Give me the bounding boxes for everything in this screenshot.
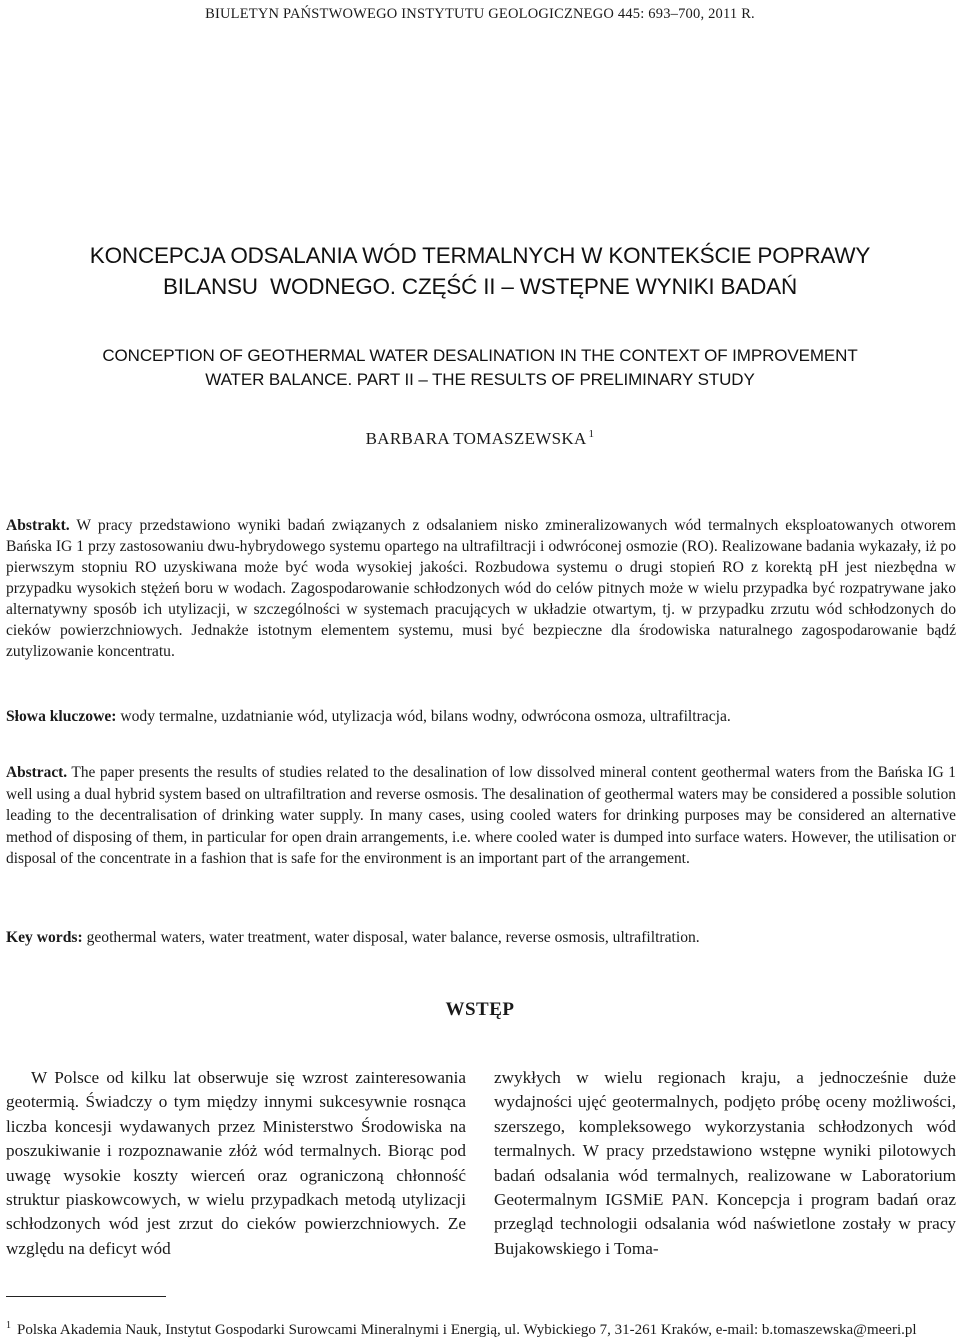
- abstract-polish: [6, 515, 956, 662]
- body-column-left: [6, 1066, 466, 1261]
- keywords-polish: [6, 706, 956, 727]
- keywords-polish-text: wody termalne, uzdatnianie wód, utylizacja wód, bilans wodny, odwrócona osmoza, ultrafiltracja.: [116, 708, 731, 725]
- running-head: BIULETYN PAŃSTWOWEGO INSTYTUTU GEOLOGICZNEGO 445: 693–700, 2011 R.: [205, 6, 755, 22]
- author: [0, 428, 960, 449]
- body-column-right-text: zwykłych w wielu regionach kraju, a jednocześnie duże wydajności ujęć geotermalnych, podjęto próbę oceny możliwości, szerszego, kompleksowego wykorzystania schłodzonych wód termalnych. W pracy przedstawiono wstępne wyniki pilotowych badań odsalania wód termalnych, realizowane w Laboratorium Geotermalnym IGSMiE PAN. Koncepcja i program badań oraz przegląd technologii odsalania wód naświetlone zostały w pracy Bujakowskiego i Toma-: [494, 1068, 956, 1258]
- author-name: BARBARA TOMASZEWSKA: [365, 429, 587, 448]
- footnote-divider: [6, 1296, 166, 1297]
- abstract-english: [6, 762, 956, 870]
- footnote-text: Polska Akademia Nauk, Instytut Gospodarki Surowcami Mineralnymi i Energią, ul. Wybickiego 7, 31-261 Kraków, e-mail: b.tomaszewska@meeri.pl: [17, 1322, 917, 1338]
- body-column-left-text: W Polsce od kilku lat obserwuje się wzrost zainteresowania geotermią. Świadczy o tym między innymi sukcesywnie rosnąca liczba koncesji wydawanych przez Ministerstwo Środowiska na poszukiwanie i rozpoznawanie złóż wód termalnych. Biorąc pod uwagę wysokie koszty wierceń oraz ograniczoną chłonność struktur piaskowcowych, w wielu przypadkach metodą utylizacji schłodzonych wód jest zrzut do cieków powierzchniowych. Ze względu na deficyt wód: [6, 1068, 466, 1258]
- keywords-english-label: Key words:: [6, 929, 83, 946]
- abstract-polish-label: Abstrakt.: [6, 517, 70, 534]
- title-english-line-1: CONCEPTION OF GEOTHERMAL WATER DESALINATION IN THE CONTEXT OF IMPROVEMENT: [102, 346, 858, 365]
- abstract-english-label: Abstract.: [6, 764, 68, 781]
- abstract-polish-text: W pracy przedstawiono wyniki badań związanych z odsalaniem nisko zmineralizowanych wód termalnych eksploatowanych otworem Bańska IG 1 przy zastosowaniu dwu-hybrydowego systemu opartego na ultrafiltracji i odwróconej osmozie (RO). Realizowane badania wykazały, iż po pierwszym stopniu RO uzyskiwana może być woda wysokiej jakości. Rozbudowa systemu o drugi stopień RO z korektą pH jest niezbędna w przypadku wysokich stężeń boru w wodach. Zagospodarowanie schłodzonych wód do celów pitnych może w wielu przypadka być rozpatrywane jako alternatywny sposób ich utylizacji, w szczególności w systemach pracujących w układzie otwartym, tj. w przypadku zrzutu wód schłodzonych do cieków powierzchniowych. Jednakże istotnym elementem systemu, musi być bezpieczne dla środowiska naturalnego zagospodarowanie bądź zutylizowanie koncentratu.: [6, 517, 956, 660]
- abstract-english-text: The paper presents the results of studies related to the desalination of low dissolved mineral content geothermal waters from the Bańska IG 1 well using a dual hybrid system based on ultrafiltration and reverse osmosis. The desalination of geothermal waters may be considered a possible solution leading to the decentralisation of drinking water supply. In many cases, using cooled waters for drinking purposes may be considered an alternative method of disposing of them, in particular for open drain arrangements, i.e. where cooled water is dumped into surface waters. However, the utilisation or disposal of the concentrate in a fashion that is safe for the environment is an important part of the arrangement.: [6, 764, 956, 867]
- title-english-line-2: WATER BALANCE. PART II – THE RESULTS OF PRELIMINARY STUDY: [205, 370, 755, 389]
- title-polish: [40, 240, 920, 302]
- footnote: [6, 1317, 956, 1339]
- title-polish-line-2: BILANSU WODNEGO. CZĘŚĆ II – WSTĘPNE WYNIKI BADAŃ: [162, 274, 798, 299]
- body-column-right: [494, 1066, 956, 1261]
- keywords-polish-label: Słowa kluczowe:: [6, 708, 117, 725]
- author-affiliation-marker: 1: [588, 428, 595, 440]
- keywords-english-text: geothermal waters, water treatment, water disposal, water balance, reverse osmosis, ultrafiltration.: [82, 929, 700, 946]
- title-english: [40, 344, 920, 392]
- footnote-marker: 1: [6, 1320, 11, 1331]
- section-heading: WSTĘP: [445, 999, 515, 1020]
- title-polish-line-1: KONCEPCJA ODSALANIA WÓD TERMALNYCH W KONTEKŚCIE POPRAWY: [89, 243, 871, 268]
- keywords-english: [6, 927, 956, 948]
